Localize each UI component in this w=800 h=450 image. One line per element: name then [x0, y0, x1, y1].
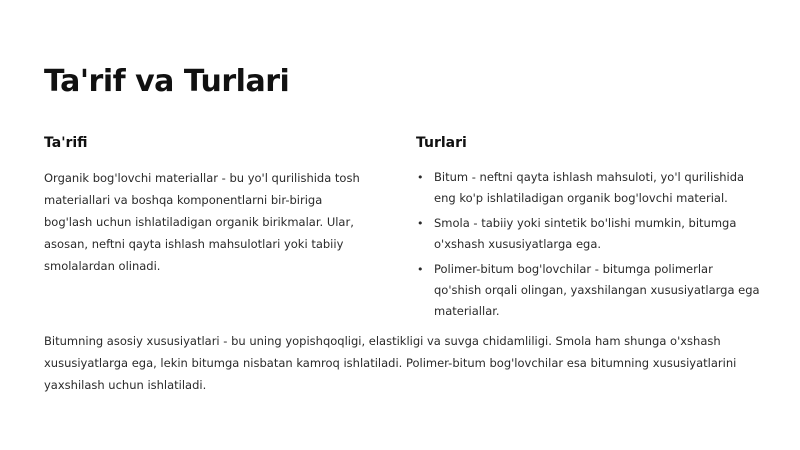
list-item [416, 213, 761, 255]
list-item [416, 167, 761, 209]
types-column [416, 133, 761, 326]
bullet-icon: • [417, 171, 424, 184]
definition-column [44, 133, 374, 277]
list-item-text: Smola - tabiiy yoki sintetik bo'lishi mumkin, bitumga o'xshash xususiyatlarga ega. [434, 216, 737, 251]
list-item-text: Bitum - neftni qayta ishlash mahsuloti, yo'l qurilishida eng ko'p ishlatiladigan organik bog'lovchi material. [434, 170, 745, 205]
definition-heading: Ta'rifi [44, 135, 88, 151]
summary-paragraph: Bitumning asosiy xususiyatlari - bu uning yopishqoqligi, elastikligi va suvga chidamliligi. Smola ham shunga o'xshash xususiyatlarga ega, lekin bitumga nisbatan kamroq ishlatiladi. Polimer-bitum bog'lovchilar esa bitumning xususiyatlarini yaxshilash uchun ishlatiladi. [44, 334, 737, 392]
types-list [416, 167, 761, 322]
types-heading: Turlari [416, 135, 467, 151]
bullet-icon: • [417, 263, 424, 276]
definition-text: Organik bog'lovchi materiallar - bu yo'l qurilishida tosh materiallari va boshqa komponentlarni bir-biriga bog'lash uchun ishlatiladigan organik birikmalar. Ular, asosan, neftni qayta ishlash mahsulotlari yoki tabiiy smolalardan olinadi. [44, 171, 360, 273]
list-item-text: Polimer-bitum bog'lovchilar - bitumga polimerlar qo'shish orqali olingan, yaxshilangan xususiyatlarga ega materiallar. [434, 262, 760, 318]
bullet-icon: • [417, 217, 424, 230]
slide-title: Ta'rif va Turlari [44, 64, 290, 99]
list-item [416, 259, 761, 322]
